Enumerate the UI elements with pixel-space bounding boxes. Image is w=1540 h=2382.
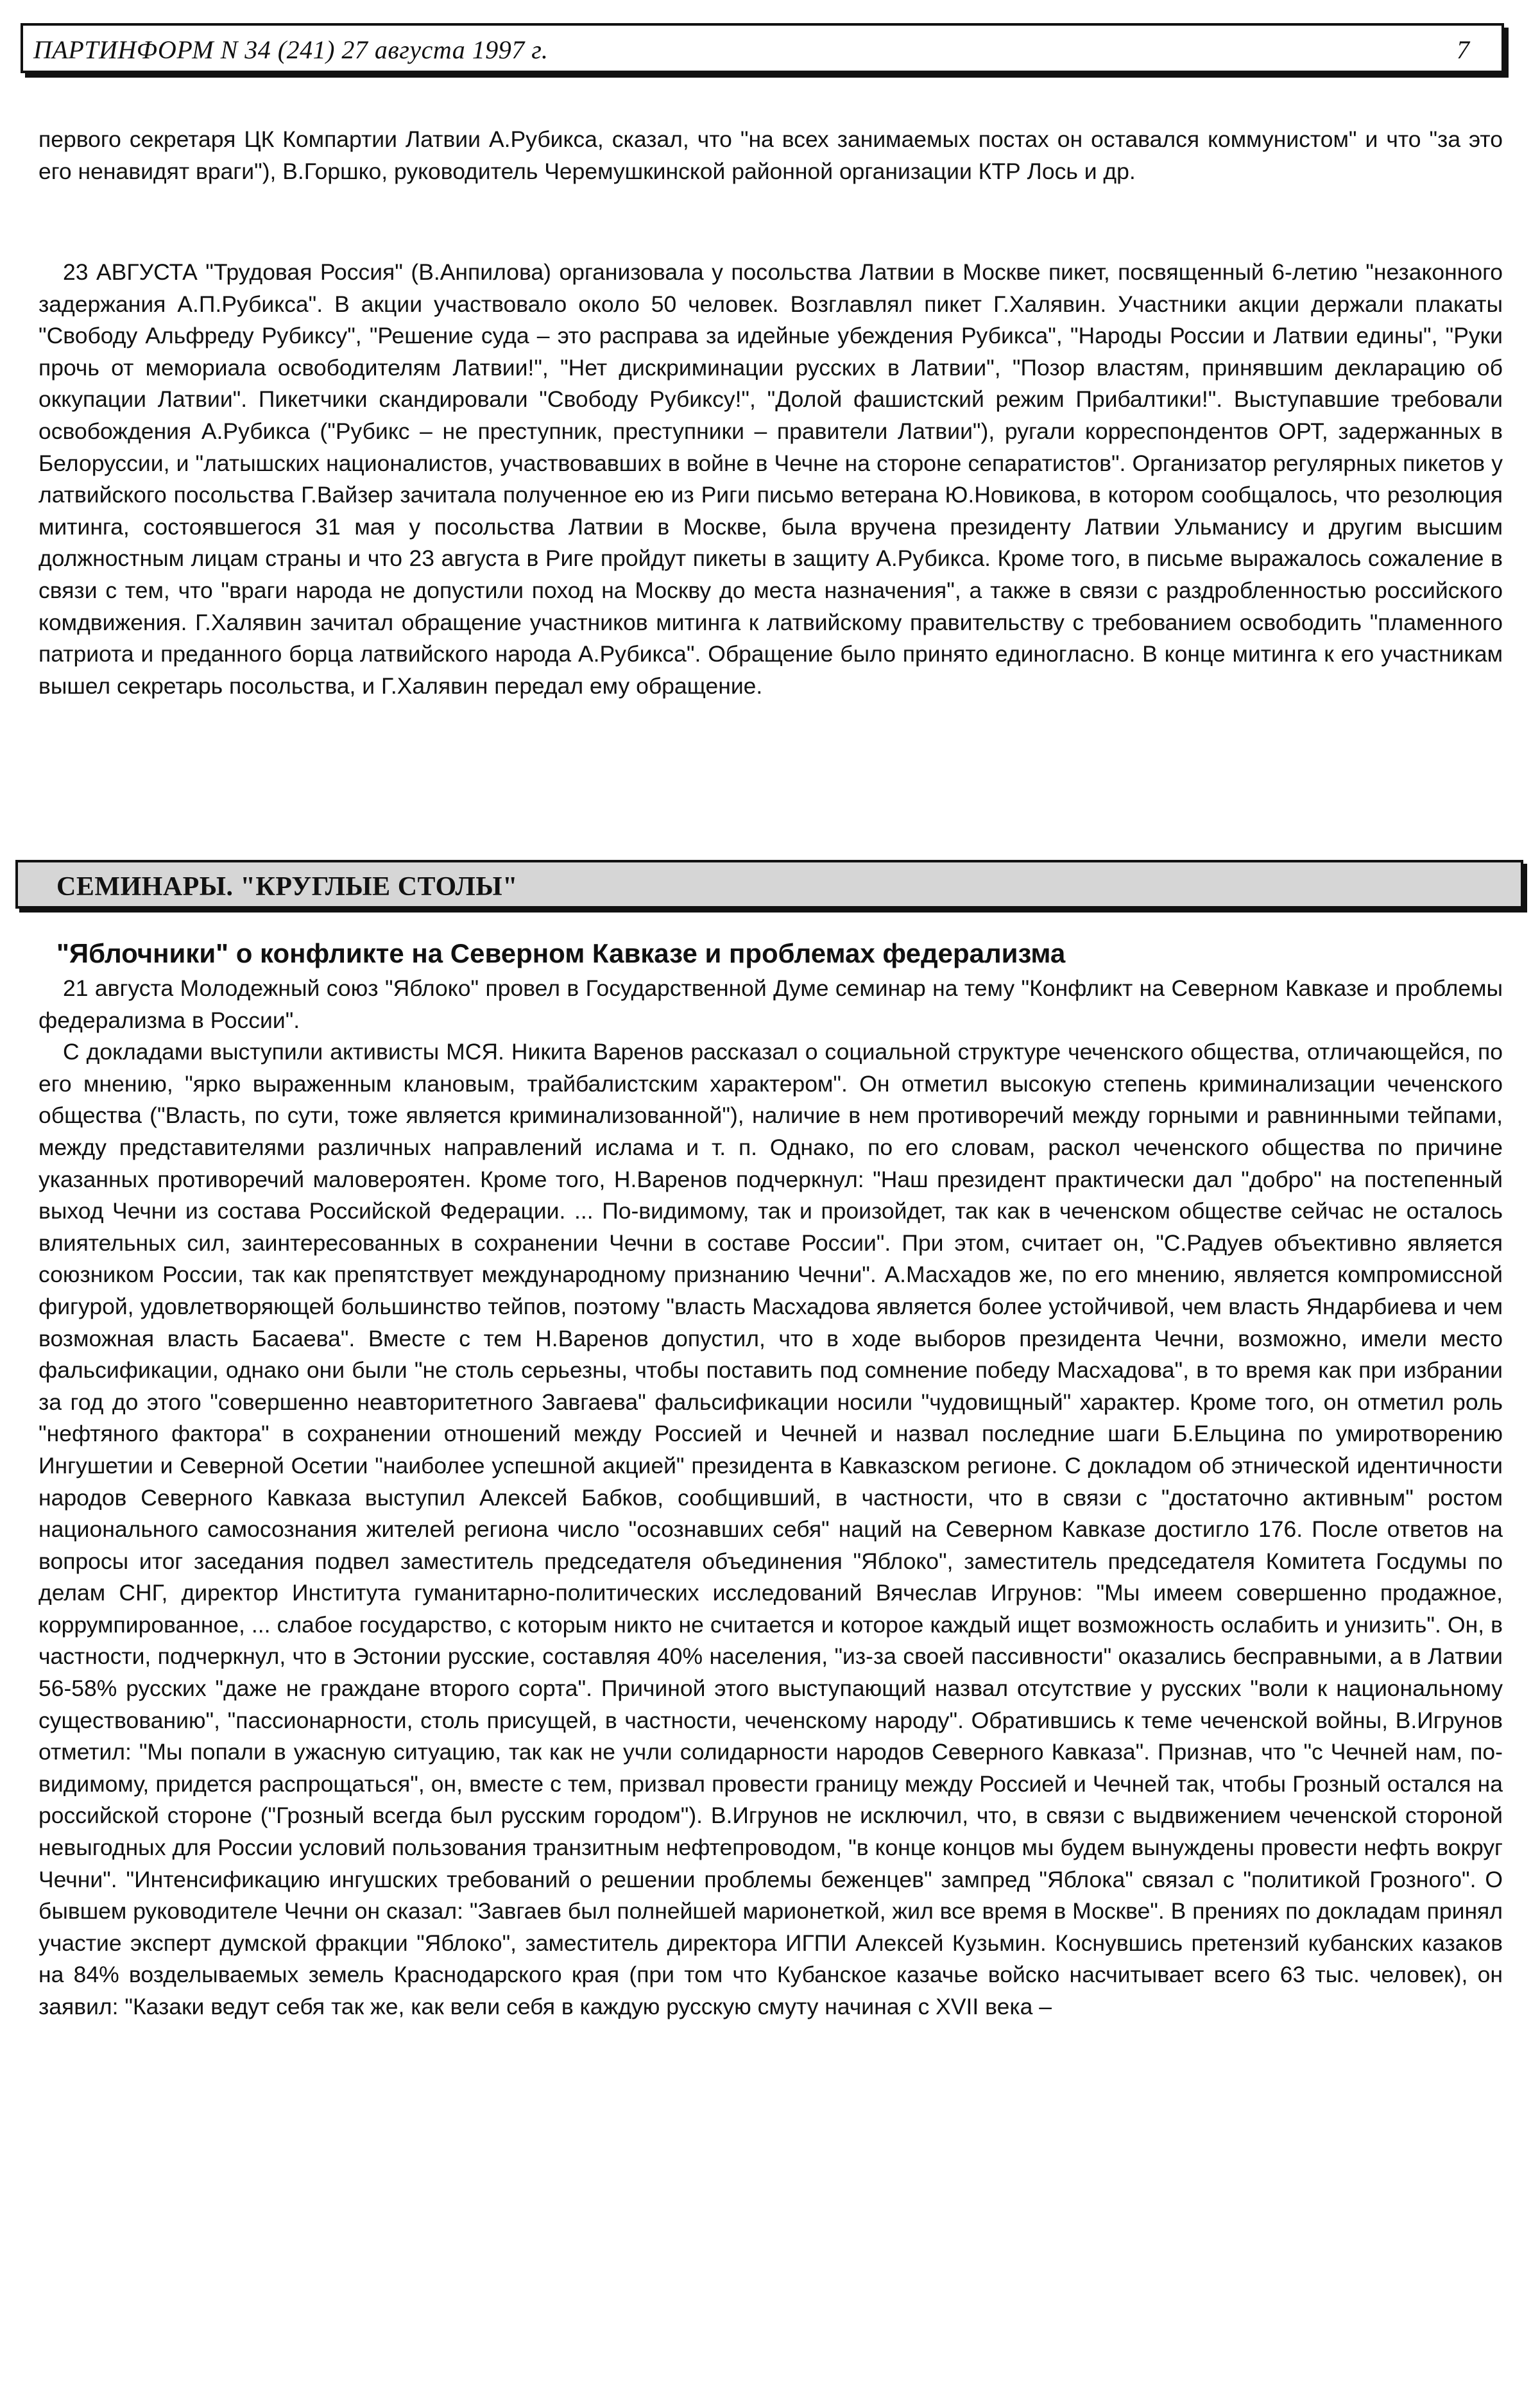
paragraph: первого секретаря ЦК Компартии Латвии А.Рубикса, сказал, что "на всех занимаемых постах он оставался коммунистом" и что "за это его ненавидят враги"), В.Горшко, руководитель Черемушкинской районной организации КТР Лось и др. [38,126,1503,184]
section-title: СЕМИНАРЫ. "КРУГЛЫЕ СТОЛЫ" [56,872,518,902]
picket-report [38,257,1503,702]
page-number: 7 [1457,35,1469,64]
article-heading: "Яблочники" о конфликте на Северном Кавказе и проблемах федерализма [56,938,1066,968]
paragraph: С докладами выступили активисты МСЯ. Никита Варенов рассказал о социальной структуре чеченского общества, отличающейся, по его мнению, "ярко выраженным клановым, трайбалистским характером". Он отметил высокую степень криминализации чеченского общества ("Власть, по сути, тоже является криминализованной"), наличие в нем противоречий между горными и равнинными тейпами, между представителями различных направлений ислама и т. п. Однако, по его словам, раскол чеченского общества по причине указанных противоречий маловероятен. Кроме того, Н.Варенов подчеркнул: "Наш президент практически дал "добро" на постепенный выход Чечни из состава Российской Федерации. ... По-видимому, так и произойдет, так как в чеченском обществе сейчас не осталось влиятельных сил, заинтересованных в сохранении Чечни в составе России". При этом, считает он, "С.Радуев объективно является союзником России, так как препятствует международному признанию Чечни". А.Масхадов же, по его мнению, является компромиссной фигурой, удовлетворяющей большинство тейпов, поэтому "власть Масхадова является более устойчивой, чем власть Яндарбиева и чем возможная власть Басаева". Вместе с тем Н.Варенов допустил, что в ходе выборов президента Чечни, возможно, имели место фальсификации, однако они были "не столь серьезны, чтобы поставить под сомнение победу Масхадова", в то время как при избрании за год до этого "совершенно неавторитетного Завгаева" фальсификации носили "чудовищный" характер. Кроме того, он отметил роль "нефтяного фактора" в сохранении отношений между Россией и Чечней и назвал последние шаги Б.Ельцина по умиротворению Ингушетии и Северной Осетии "наиболее успешной акцией" президента в Кавказском регионе. С докладом об этнической идентичности народов Северного Кавказа выступил Алексей Бабков, сообщивший, в частности, что в связи с "достаточно активным" ростом национального самосознания жителей региона число "осознавших себя" наций на Северном Кавказе достигло 176. После ответов на вопросы итог заседания подвел заместитель председателя объединения "Яблоко", заместитель председателя Комитета Госдумы по делам СНГ, директор Института гуманитарно-политических исследований Вячеслав Игрунов: "Мы имеем совершенно продажное, коррумпированное, ... слабое государство, с которым никто не считается и которое каждый ищет возможность ослабить и унизить". Он, в частности, подчеркнул, что в Эстонии русские, составляя 40% населения, "из-за своей пассивности" оказались бесправными, а в Латвии 56-58% русских "даже не граждане второго сорта". Причиной этого выступающий назвал отсутствие у русских "воли к национальному существованию", "пассионарности, столь присущей, в частности, чеченскому народу". Обратившись к теме чеченской войны, В.Игрунов отметил: "Мы попали в ужасную ситуацию, так как не учли солидарности народов Северного Кавказа". Признав, что "с Чечней нам, по-видимому, придется распрощаться", он, вместе с тем, призвал провести границу между Россией и Чечней так, чтобы Грозный остался на российской стороне ("Грозный всегда был русским городом"). В.Игрунов не исключил, что, в связи с выдвижением чеченской стороной невыгодных для России условий пользования транзитным нефтепроводом, "в конце концов мы будем вынуждены провести нефть вокруг Чечни". "Интенсификацию ингушских требований о решении проблемы беженцев" зампред "Яблока" связал с "политикой Грозного". О бывшем руководителе Чечни он сказал: "Завгаев был полнейшей марионеткой, жил все время в Москве". В прениях по докладам принял участие эксперт думской фракции "Яблоко", заместитель директора ИГПИ Алексей Кузьмин. Коснувшись претензий кубанских казаков на 84% возделываемых земель Краснодарского края (при том что Кубанское казачье войско насчитывает всего 63 тыс. человек), он заявил: "Казаки ведут себя так же, как вели себя в каждую русскую смуту начиная с XVII века – [38,1039,1503,2019]
page-header [21,23,1504,73]
article-body [38,973,1503,2023]
continued-paragraph [38,124,1503,187]
section-header-bar [15,860,1523,909]
paragraph: 21 августа Молодежный союз "Яблоко" провел в Государственной Думе семинар на тему "Конфликт на Северном Кавказе и проблемы федерализма в России". [38,975,1503,1033]
publication-title: ПАРТИНФОРМ N 34 (241) 27 августа 1997 г. [33,35,549,64]
paragraph: 23 АВГУСТА "Трудовая Россия" (В.Анпилова) организовала у посольства Латвии в Москве пикет, посвященный 6-летию "незаконного задержания А.П.Рубикса". В акции участвовало около 50 человек. Возглавлял пикет Г.Халявин. Участники акции держали плакаты "Свободу Альфреду Рубиксу", "Решение суда – это расправа за идейные убеждения Рубикса", "Народы России и Латвии едины", "Руки прочь от мемориала освободителям Латвии!", "Нет дискриминации русских в Латвии", "Позор властям, принявшим декларацию об оккупации Латвии". Пикетчики скандировали "Свободу Рубиксу!", "Долой фашистский режим Прибалтики!". Выступавшие требовали освобождения А.Рубикса ("Рубикс – не преступник, преступники – правители Латвии"), ругали корреспондентов ОРТ, задержанных в Белоруссии, и "латышских националистов, участвовавших в войне в Чечне на стороне сепаратистов". Организатор регулярных пикетов у латвийского посольства Г.Вайзер зачитала полученное ею из Риги письмо ветерана Ю.Новикова, в котором сообщалось, что резолюция митинга, состоявшегося 31 мая у посольства Латвии в Москве, была вручена президенту Латвии Ульманису и другим высшим должностным лицам страны и что 23 августа в Риге пройдут пикеты в защиту А.Рубикса. Кроме того, в письме выражалось сожаление в связи с тем, что "враги народа не допустили поход на Москву до места назначения", а также в связи с раздробленностью российского комдвижения. Г.Халявин зачитал обращение участников митинга к латвийскому правительству с требованием освободить "пламенного патриота и преданного борца латвийского народа А.Рубикса". Обращение было принято единогласно. В конце митинга к его участникам вышел секретарь посольства, и Г.Халявин передал ему обращение. [38,259,1503,699]
